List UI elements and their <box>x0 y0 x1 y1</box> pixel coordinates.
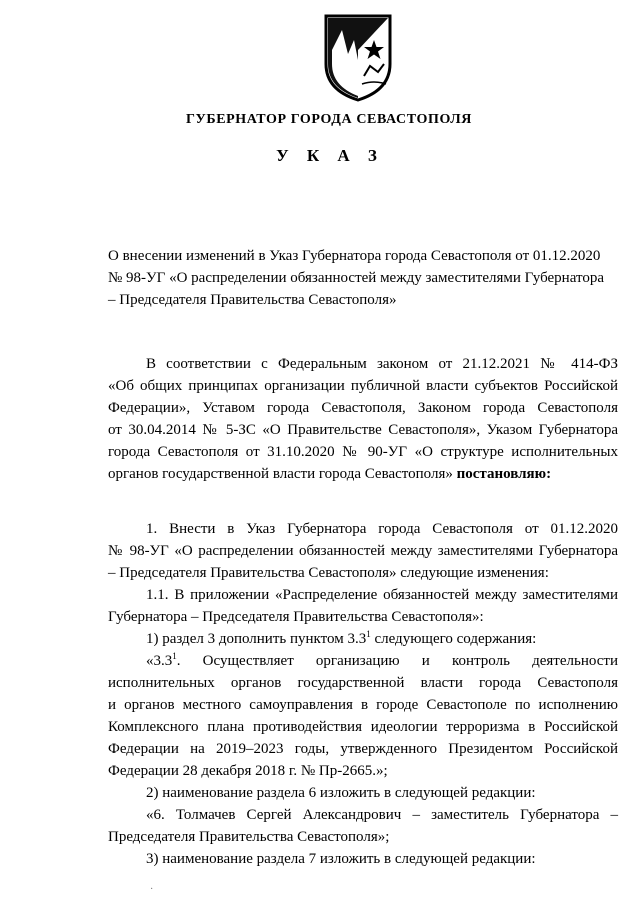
decree-subject <box>108 245 618 311</box>
quote-line: исполнительных органов государственной власти города Севастополя <box>108 675 618 691</box>
subject-line: – Председателя Правительства Севастополя» <box>108 292 397 308</box>
section-6-quote-line: Председателя Правительства Севастополя»; <box>108 829 390 845</box>
superscript: 1 <box>172 651 177 661</box>
quote-first-line: «$3.3^1$. Осуществляет организацию и контроль деятельности <box>146 651 618 669</box>
subitem-1: 1) раздел 3 дополнить пунктом $3.3^1$ следующего содержания: <box>146 629 537 647</box>
quote-line: Федерации 28 декабря 2018 г. № Пр-2665.»; <box>108 763 388 779</box>
scan-speck: · <box>150 884 154 895</box>
decree-body <box>108 518 618 870</box>
item-1-line: – Председателя Правительства Севастополя» следующие изменения: <box>108 565 549 581</box>
section-6-quote-line: «6. Толмачев Сергей Александрович – заместитель Губернатора – <box>146 807 618 823</box>
preamble-line: Федерации», Уставом города Севастополя, Законом города Севастополя <box>108 400 618 416</box>
document-type: У К А З <box>276 146 384 165</box>
decree-word: постановляю: <box>456 466 552 482</box>
item-1-line: 1. Внести в Указ Губернатора города Севастополя от 01.12.2020 <box>146 521 618 537</box>
item-1-1-line: 1.1. В приложении «Распределение обязанностей между заместителями <box>146 587 618 603</box>
superscript: 1 <box>366 629 371 639</box>
issuer-title: ГУБЕРНАТОР ГОРОДА СЕВАСТОПОЛЯ <box>185 112 473 127</box>
quote-line: и органов местного самоуправления в городе Севастополе по исполнению <box>108 697 618 713</box>
subject-line: О внесении изменений в Указ Губернатора города Севастополя от 01.12.2020 <box>108 248 601 264</box>
preamble-line: «Об общих принципах организации публичной власти субъектов Российской <box>108 378 618 394</box>
preamble-last-line <box>108 463 618 485</box>
preamble-line: от 30.04.2014 № 5-ЗС «О Правительстве Севастополя», Указом Губернатора <box>108 422 618 438</box>
preamble-line: В соответствии с Федеральным законом от 21.12.2021 № 414-ФЗ <box>146 356 618 372</box>
subject-line: № 98-УГ «О распределении обязанностей между заместителями Губернатора <box>108 270 604 286</box>
quote-line: Федерации на 2019–2023 годы, утвержденного Президентом Российской <box>108 741 618 757</box>
preamble-line: органов государственной власти города Севастополя» <box>108 466 453 482</box>
preamble <box>108 353 618 485</box>
item-1-1-line: Губернатора – Председателя Правительства Севастополя»: <box>108 609 484 625</box>
quote-line: Комплексного плана противодействия идеологии терроризма в Российской <box>108 719 618 735</box>
preamble-line: города Севастополя от 31.10.2020 № 90-УГ «О структуре исполнительных <box>108 444 618 460</box>
subitem-2: 2) наименование раздела 6 изложить в следующей редакции: <box>146 785 536 801</box>
sevastopol-coat-of-arms <box>318 10 398 102</box>
item-1-line: № 98-УГ «О распределении обязанностей между заместителями Губернатора <box>108 543 618 559</box>
subitem-3: 3) наименование раздела 7 изложить в следующей редакции: <box>146 851 536 867</box>
